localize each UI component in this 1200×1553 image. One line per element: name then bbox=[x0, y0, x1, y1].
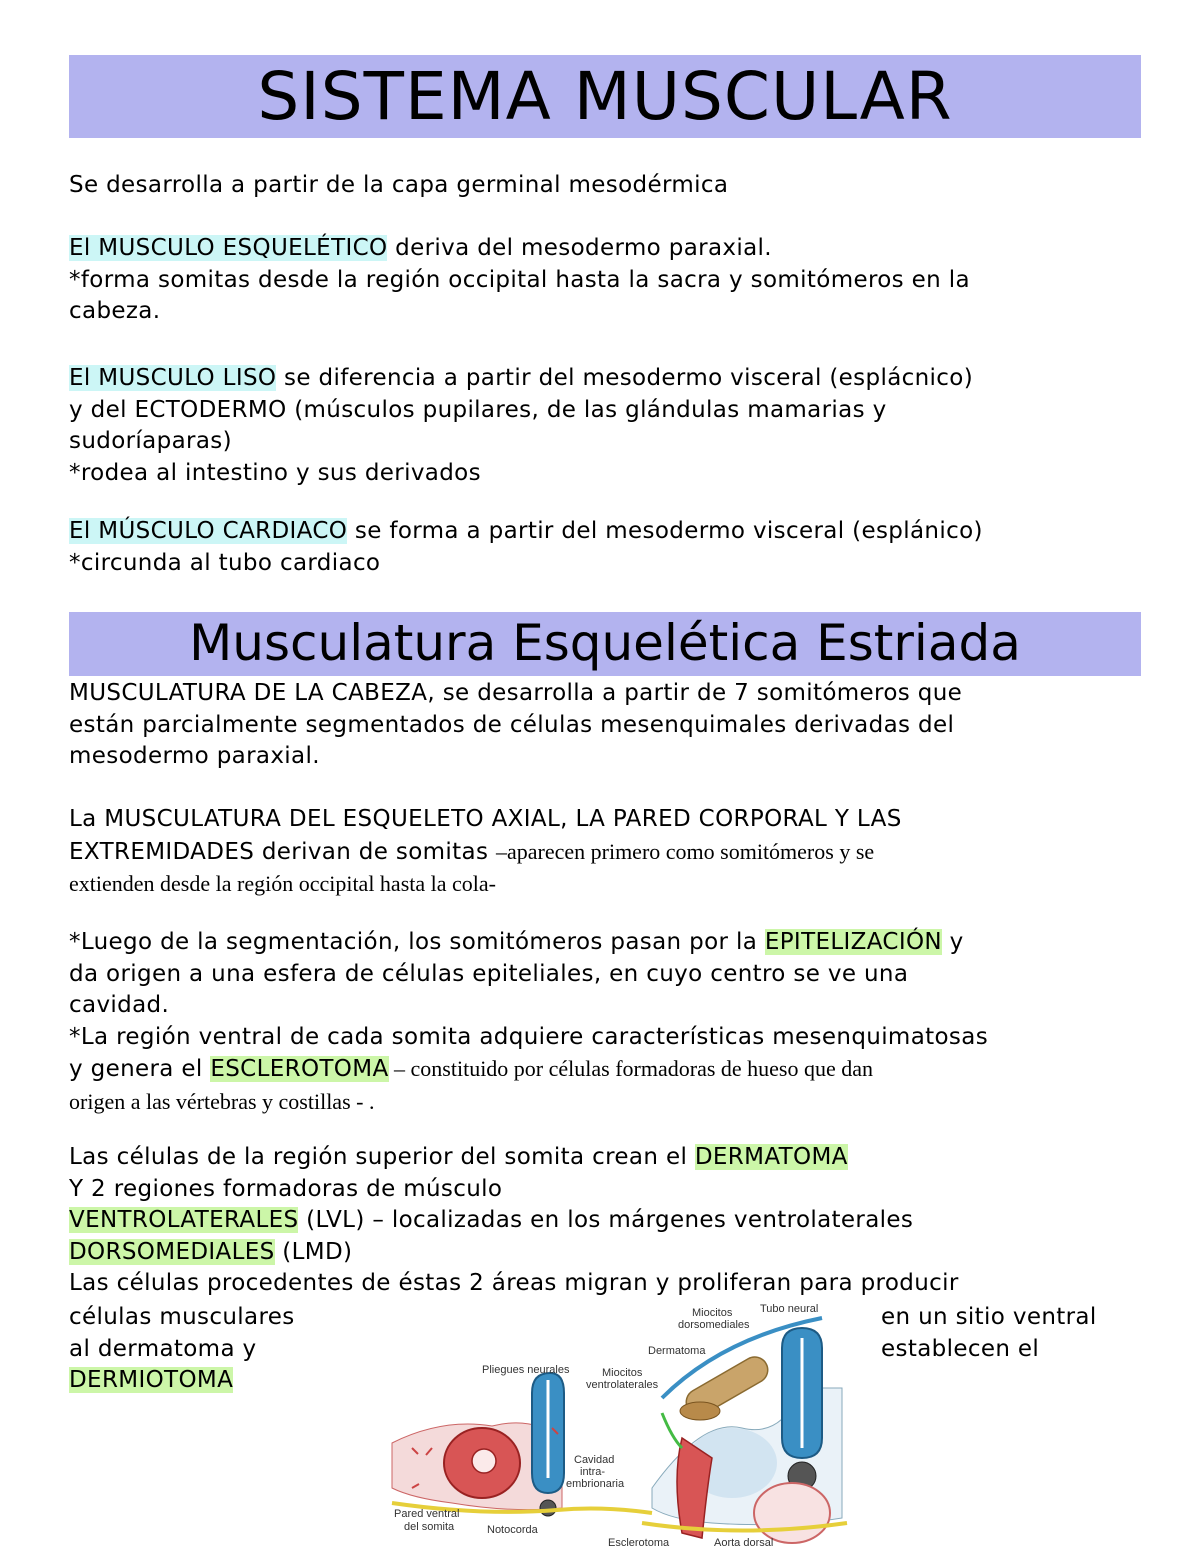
cardiaco-term: El MÚSCULO CARDIACO bbox=[69, 518, 348, 544]
label-cavidad-2: intra- bbox=[580, 1466, 606, 1478]
esqueletico-paragraph: El MUSCULO ESQUELÉTICO deriva del mesodermo paraxial. *forma somitas desde la región occipital hasta la sacra y somitómeros en la cabeza. bbox=[69, 235, 970, 324]
liso-paragraph: El MUSCULO LISO se diferencia a partir del mesodermo visceral (esplácnico) y del ECTODERMO (músculos pupilares, de las glándulas mamarias y sudoríaparas) *rodea al intestino y sus derivados bbox=[69, 365, 974, 486]
dermiotoma-right-text: en un sitio ventral establecen el bbox=[881, 1304, 1097, 1362]
label-aorta: Aorta dorsal bbox=[714, 1537, 774, 1549]
dermatoma-term: DERMATOMA bbox=[694, 1144, 848, 1170]
label-esclerotoma: Esclerotoma bbox=[608, 1537, 670, 1549]
label-tubo-neural: Tubo neural bbox=[760, 1303, 819, 1315]
label-miocitos-dm-1: Miocitos bbox=[692, 1307, 733, 1319]
label-notocorda: Notocorda bbox=[487, 1524, 538, 1536]
cardiaco-paragraph: El MÚSCULO CARDIACO se forma a partir del mesodermo visceral (esplánico) *circunda al tubo cardiaco bbox=[69, 518, 983, 576]
intro-text: Se desarrolla a partir de la capa germinal mesodérmica bbox=[69, 172, 729, 198]
segmentacion-paragraph: *Luego de la segmentación, los somitómeros pasan por la EPITELIZACIÓN y da origen a una esfera de células epiteliales, en cuyo centro se ve una cavidad. *La región ventral de cada somita adquiere características mesenquimatosas y genera el ESCLEROTOMA – constituido por células formadoras de hueso que dan origen a las vértebras y costillas - . bbox=[69, 929, 989, 1114]
somite-figure bbox=[382, 1298, 852, 1553]
cabeza-paragraph: MUSCULATURA DE LA CABEZA, se desarrolla a partir de 7 somitómeros que están parcialmente segmentados de células mesenquimales derivadas del mesodermo paraxial. bbox=[69, 680, 963, 769]
label-miocitos-vl-1: Miocitos bbox=[602, 1367, 643, 1379]
axial-paragraph: La MUSCULATURA DEL ESQUELETO AXIAL, LA PARED CORPORAL Y LAS EXTREMIDADES derivan de somitas –aparecen primero como somitómeros y se extienden desde la región occipital hasta la cola- bbox=[69, 806, 902, 896]
label-cavidad-1: Cavidad bbox=[574, 1454, 615, 1466]
label-dermatoma: Dermatoma bbox=[648, 1345, 706, 1357]
dorsomediales-term: DORSOMEDIALES bbox=[69, 1238, 275, 1265]
label-cavidad-3: embrionaria bbox=[566, 1478, 625, 1490]
esqueletico-term: El MUSCULO ESQUELÉTICO bbox=[69, 235, 388, 261]
label-miocitos-vl-2: ventrolaterales bbox=[586, 1379, 659, 1391]
dermiotoma-term: DERMIOTOMA bbox=[69, 1367, 234, 1393]
label-pared-2: del somita bbox=[404, 1521, 455, 1533]
label-miocitos-dm-2: dorsomediales bbox=[678, 1319, 750, 1331]
early-somite-drawing bbox=[392, 1373, 652, 1516]
esclerotoma-term: ESCLEROTOMA bbox=[210, 1056, 389, 1082]
dermatoma-paragraph: Las células de la región superior del somita crean el DERMATOMA Y 2 regiones formadoras de músculo VENTROLATERALES (LVL) – localizadas en los márgenes ventrolaterales DORSOMEDIALES (LMD) Las células procedentes de éstas 2 áreas migran y proliferan para producir bbox=[69, 1144, 959, 1296]
epitelizacion-term: EPITELIZACIÓN bbox=[764, 929, 942, 955]
liso-term: El MUSCULO LISO bbox=[69, 365, 277, 391]
ventrolaterales-term: VENTROLATERALES bbox=[69, 1207, 299, 1233]
notocorda-shape bbox=[540, 1500, 556, 1516]
page-title: SISTEMA MUSCULAR bbox=[69, 55, 1141, 138]
label-pliegues: Pliegues neurales bbox=[482, 1364, 570, 1376]
dermiotoma-left-text: células musculares al dermatoma y DERMIOTOMA bbox=[69, 1304, 295, 1393]
label-pared-1: Pared ventral bbox=[394, 1508, 460, 1520]
section-title: Musculatura Esquelética Estriada bbox=[69, 612, 1141, 676]
